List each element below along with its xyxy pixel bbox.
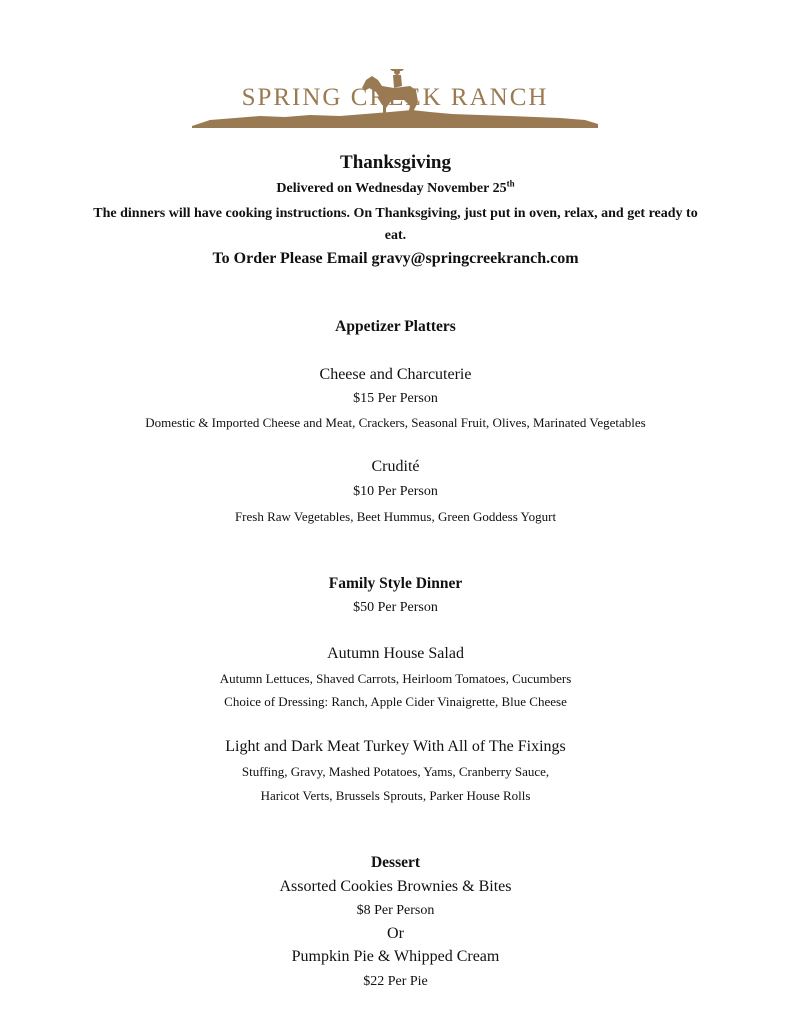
item-price: $15 Per Person	[353, 391, 438, 406]
item-name: Cheese and Charcuterie	[319, 366, 472, 383]
dinner-heading: Family Style Dinner	[328, 575, 463, 592]
date-suffix: th	[506, 178, 515, 189]
dessert-price: $22 Per Pie	[363, 974, 428, 989]
dessert-or: Or	[387, 925, 404, 942]
dessert-item: Assorted Cookies Brownies & Bites	[279, 878, 512, 895]
salad-dressing: Choice of Dressing: Ranch, Apple Cider Vinaigrette, Blue Cheese	[224, 694, 567, 709]
turkey-sides-1: Stuffing, Gravy, Mashed Potatoes, Yams, Cranberry Sauce,	[241, 764, 550, 779]
turkey-sides-2: Haricot Verts, Brussels Sprouts, Parker House Rolls	[260, 788, 531, 803]
delivery-text: Delivered on Wednesday November 25	[276, 181, 507, 196]
instructions-line-2: eat.	[384, 228, 407, 243]
item-description: Domestic & Imported Cheese and Meat, Crackers, Seasonal Fruit, Olives, Marinated Vegetables	[145, 415, 646, 430]
dessert-heading: Dessert	[370, 854, 421, 871]
order-email: To Order Please Email gravy@springcreekranch.com	[212, 250, 579, 267]
item-price: $10 Per Person	[353, 484, 438, 499]
dessert-price: $8 Per Person	[356, 903, 435, 918]
salad-name: Autumn House Salad	[327, 645, 464, 662]
svg-text:SPRING CREEK RANCH: SPRING CREEK RANCH	[241, 84, 549, 111]
title: Thanksgiving	[340, 152, 451, 173]
item-name: Crudité	[371, 458, 420, 475]
instructions-line-1: The dinners will have cooking instructions. On Thanksgiving, just put in oven, relax, and get ready to	[93, 206, 698, 221]
item-description: Fresh Raw Vegetables, Beet Hummus, Green Goddess Yogurt	[234, 509, 557, 524]
dinner-price: $50 Per Person	[353, 600, 438, 615]
ranch-logo	[190, 66, 600, 132]
salad-description: Autumn Lettuces, Shaved Carrots, Heirloom Tomatoes, Cucumbers	[219, 671, 572, 686]
appetizers-heading: Appetizer Platters	[335, 318, 456, 335]
delivery-date	[0, 178, 791, 197]
turkey-name: Light and Dark Meat Turkey With All of The Fixings	[225, 738, 566, 755]
dessert-item: Pumpkin Pie & Whipped Cream	[291, 948, 500, 965]
